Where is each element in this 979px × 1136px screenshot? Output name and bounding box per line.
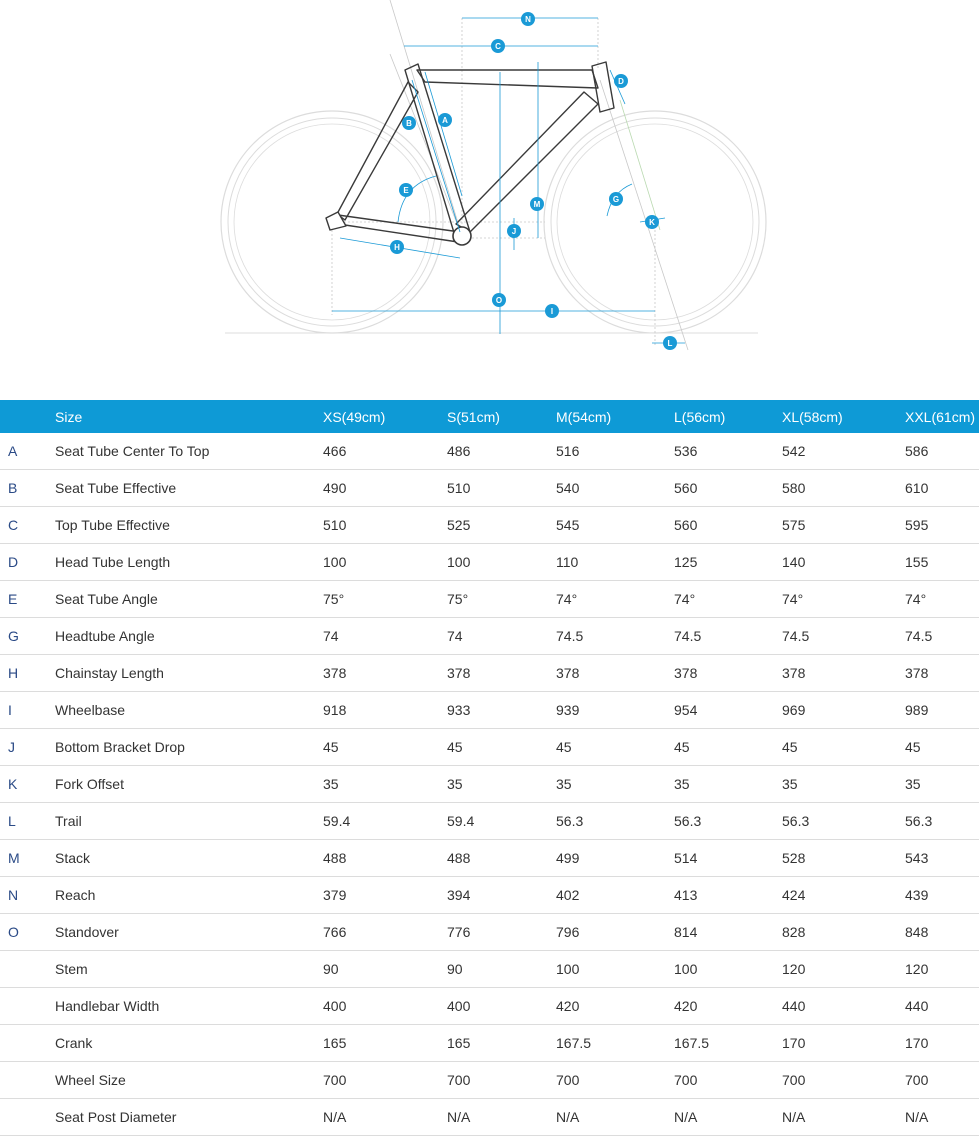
cell-m: 110 <box>548 544 666 581</box>
svg-text:L: L <box>667 339 673 348</box>
cell-l: 35 <box>666 766 774 803</box>
row-letter: I <box>0 692 47 729</box>
cell-xl: 424 <box>774 877 897 914</box>
marker-h <box>390 240 404 254</box>
cell-xs: 45 <box>315 729 439 766</box>
cell-xxl: 120 <box>897 951 979 988</box>
cell-m: 167.5 <box>548 1025 666 1062</box>
marker-d <box>614 74 628 88</box>
cell-xxl: N/A <box>897 1099 979 1136</box>
cell-m: 796 <box>548 914 666 951</box>
cell-xxl: 56.3 <box>897 803 979 840</box>
cell-m: 56.3 <box>548 803 666 840</box>
cell-s: 378 <box>439 655 548 692</box>
cell-xxl: 989 <box>897 692 979 729</box>
row-letter: N <box>0 877 47 914</box>
row-measurement-name: Reach <box>47 877 315 914</box>
table-row <box>0 951 979 988</box>
table-row <box>0 470 979 507</box>
cell-xs: 766 <box>315 914 439 951</box>
cell-xxl: 74.5 <box>897 618 979 655</box>
cell-l: 413 <box>666 877 774 914</box>
cell-l: 56.3 <box>666 803 774 840</box>
cell-m: 402 <box>548 877 666 914</box>
cell-xxl: 74° <box>897 581 979 618</box>
cell-l: N/A <box>666 1099 774 1136</box>
header-m: M(54cm) <box>556 408 612 425</box>
table-row <box>0 1099 979 1136</box>
table-row <box>0 581 979 618</box>
cell-xl: 528 <box>774 840 897 877</box>
row-letter: D <box>0 544 47 581</box>
cell-xl: 700 <box>774 1062 897 1099</box>
cell-xs: 378 <box>315 655 439 692</box>
cell-xxl: 700 <box>897 1062 979 1099</box>
row-letter: L <box>0 803 47 840</box>
row-measurement-name: Chainstay Length <box>47 655 315 692</box>
cell-xl: 45 <box>774 729 897 766</box>
cell-l: 420 <box>666 988 774 1025</box>
cell-xs: N/A <box>315 1099 439 1136</box>
cell-s: 488 <box>439 840 548 877</box>
table-row <box>0 655 979 692</box>
cell-l: 45 <box>666 729 774 766</box>
cell-xs: 490 <box>315 470 439 507</box>
row-measurement-name: Crank <box>47 1025 315 1062</box>
cell-m: 540 <box>548 470 666 507</box>
svg-text:B: B <box>406 119 412 128</box>
marker-g <box>609 192 623 206</box>
cell-m: 516 <box>548 433 666 470</box>
table-row <box>0 1025 979 1062</box>
row-measurement-name: Fork Offset <box>47 766 315 803</box>
cell-xl: 378 <box>774 655 897 692</box>
marker-k <box>645 215 659 229</box>
table-row <box>0 988 979 1025</box>
cell-xl: 56.3 <box>774 803 897 840</box>
table-row <box>0 1062 979 1099</box>
cell-l: 100 <box>666 951 774 988</box>
cell-xs: 90 <box>315 951 439 988</box>
svg-text:C: C <box>495 42 501 51</box>
svg-text:M: M <box>533 200 541 209</box>
geometry-table <box>0 400 979 1136</box>
row-measurement-name: Headtube Angle <box>47 618 315 655</box>
svg-text:N: N <box>525 15 531 24</box>
row-measurement-name: Trail <box>47 803 315 840</box>
cell-s: 100 <box>439 544 548 581</box>
bottom-bracket <box>453 227 471 245</box>
row-letter <box>0 1062 47 1099</box>
row-measurement-name: Top Tube Effective <box>47 507 315 544</box>
cell-xl: 74° <box>774 581 897 618</box>
header-s: S(51cm) <box>447 408 500 425</box>
marker-c <box>491 39 505 53</box>
row-letter <box>0 988 47 1025</box>
row-measurement-name: Stack <box>47 840 315 877</box>
cell-s: 510 <box>439 470 548 507</box>
cell-xs: 75° <box>315 581 439 618</box>
svg-text:J: J <box>511 227 517 236</box>
marker-m <box>530 197 544 211</box>
cell-s: 486 <box>439 433 548 470</box>
cell-s: 35 <box>439 766 548 803</box>
cell-s: 933 <box>439 692 548 729</box>
row-measurement-name: Seat Post Diameter <box>47 1099 315 1136</box>
svg-text:A: A <box>442 116 448 125</box>
cell-xxl: 440 <box>897 988 979 1025</box>
table-row <box>0 692 979 729</box>
cell-m: 45 <box>548 729 666 766</box>
cell-xxl: 595 <box>897 507 979 544</box>
cell-s: N/A <box>439 1099 548 1136</box>
cell-l: 954 <box>666 692 774 729</box>
cell-l: 167.5 <box>666 1025 774 1062</box>
table-body <box>0 433 979 1136</box>
cell-s: 525 <box>439 507 548 544</box>
svg-text:E: E <box>403 186 409 195</box>
cell-xs: 59.4 <box>315 803 439 840</box>
cell-m: 700 <box>548 1062 666 1099</box>
cell-xxl: 610 <box>897 470 979 507</box>
cell-xs: 379 <box>315 877 439 914</box>
cell-xs: 100 <box>315 544 439 581</box>
header-xs: XS(49cm) <box>323 408 386 425</box>
cell-m: 499 <box>548 840 666 877</box>
cell-m: 35 <box>548 766 666 803</box>
row-letter <box>0 951 47 988</box>
cell-s: 59.4 <box>439 803 548 840</box>
marker-i <box>545 304 559 318</box>
header-xl: XL(58cm) <box>782 408 843 425</box>
svg-text:H: H <box>394 243 400 252</box>
cell-m: 939 <box>548 692 666 729</box>
cell-m: 74° <box>548 581 666 618</box>
cell-m: 74.5 <box>548 618 666 655</box>
cell-l: 700 <box>666 1062 774 1099</box>
table-row <box>0 433 979 470</box>
cell-xxl: 155 <box>897 544 979 581</box>
cell-xl: 440 <box>774 988 897 1025</box>
cell-xl: 170 <box>774 1025 897 1062</box>
cell-xs: 918 <box>315 692 439 729</box>
row-letter: B <box>0 470 47 507</box>
table-header-row <box>0 400 979 433</box>
row-letter: K <box>0 766 47 803</box>
table-row <box>0 766 979 803</box>
cell-l: 514 <box>666 840 774 877</box>
header-xxl: XXL(61cm) <box>905 408 976 425</box>
row-measurement-name: Head Tube Length <box>47 544 315 581</box>
cell-xs: 165 <box>315 1025 439 1062</box>
guide-lines <box>332 0 688 350</box>
table-row <box>0 618 979 655</box>
cell-l: 378 <box>666 655 774 692</box>
cell-xxl: 586 <box>897 433 979 470</box>
svg-text:I: I <box>550 307 554 316</box>
marker-b <box>402 116 416 130</box>
row-letter: E <box>0 581 47 618</box>
bike-frame <box>326 62 614 242</box>
cell-xl: 575 <box>774 507 897 544</box>
cell-l: 560 <box>666 507 774 544</box>
cell-l: 814 <box>666 914 774 951</box>
cell-xs: 35 <box>315 766 439 803</box>
cell-xxl: 439 <box>897 877 979 914</box>
marker-j <box>507 224 521 238</box>
cell-xl: 580 <box>774 470 897 507</box>
cell-xxl: 45 <box>897 729 979 766</box>
cell-xs: 510 <box>315 507 439 544</box>
svg-text:G: G <box>612 195 620 204</box>
svg-text:O: O <box>495 296 503 305</box>
marker-e <box>399 183 413 197</box>
cell-s: 165 <box>439 1025 548 1062</box>
cell-s: 700 <box>439 1062 548 1099</box>
header-l: L(56cm) <box>674 408 726 425</box>
bike-geometry-diagram <box>0 0 979 360</box>
cell-xs: 466 <box>315 433 439 470</box>
cell-xl: 35 <box>774 766 897 803</box>
table-row <box>0 877 979 914</box>
svg-text:D: D <box>618 77 624 86</box>
header-letter <box>0 400 47 433</box>
table-row <box>0 914 979 951</box>
cell-l: 125 <box>666 544 774 581</box>
table-row <box>0 544 979 581</box>
row-measurement-name: Seat Tube Center To Top <box>47 433 315 470</box>
table-row <box>0 840 979 877</box>
row-measurement-name: Handlebar Width <box>47 988 315 1025</box>
row-measurement-name: Wheelbase <box>47 692 315 729</box>
row-letter: J <box>0 729 47 766</box>
cell-xl: 140 <box>774 544 897 581</box>
cell-s: 90 <box>439 951 548 988</box>
dimension-markers <box>390 12 677 350</box>
svg-text:K: K <box>649 218 655 227</box>
cell-xl: 969 <box>774 692 897 729</box>
cell-xxl: 848 <box>897 914 979 951</box>
row-measurement-name: Standover <box>47 914 315 951</box>
cell-xxl: 170 <box>897 1025 979 1062</box>
table-row <box>0 507 979 544</box>
cell-xl: 74.5 <box>774 618 897 655</box>
cell-m: 545 <box>548 507 666 544</box>
cell-m: 378 <box>548 655 666 692</box>
cell-l: 74.5 <box>666 618 774 655</box>
cell-xl: 120 <box>774 951 897 988</box>
cell-xs: 488 <box>315 840 439 877</box>
row-letter <box>0 1099 47 1136</box>
cell-l: 560 <box>666 470 774 507</box>
marker-o <box>492 293 506 307</box>
cell-s: 45 <box>439 729 548 766</box>
cell-xs: 74 <box>315 618 439 655</box>
cell-xxl: 378 <box>897 655 979 692</box>
row-measurement-name: Seat Tube Angle <box>47 581 315 618</box>
cell-xl: 828 <box>774 914 897 951</box>
marker-l <box>663 336 677 350</box>
marker-a <box>438 113 452 127</box>
row-measurement-name: Bottom Bracket Drop <box>47 729 315 766</box>
cell-s: 75° <box>439 581 548 618</box>
cell-m: 420 <box>548 988 666 1025</box>
cell-s: 400 <box>439 988 548 1025</box>
row-letter: O <box>0 914 47 951</box>
row-measurement-name: Stem <box>47 951 315 988</box>
cell-l: 74° <box>666 581 774 618</box>
header-size: Size <box>55 408 83 425</box>
cell-xxl: 543 <box>897 840 979 877</box>
cell-xl: 542 <box>774 433 897 470</box>
marker-n <box>521 12 535 26</box>
cell-s: 394 <box>439 877 548 914</box>
row-letter: G <box>0 618 47 655</box>
row-measurement-name: Wheel Size <box>47 1062 315 1099</box>
table-row <box>0 803 979 840</box>
cell-m: N/A <box>548 1099 666 1136</box>
cell-s: 776 <box>439 914 548 951</box>
row-measurement-name: Seat Tube Effective <box>47 470 315 507</box>
row-letter: H <box>0 655 47 692</box>
cell-s: 74 <box>439 618 548 655</box>
table-row <box>0 729 979 766</box>
dimension-lines <box>332 18 685 343</box>
cell-l: 536 <box>666 433 774 470</box>
cell-xs: 700 <box>315 1062 439 1099</box>
row-letter: A <box>0 433 47 470</box>
cell-xl: N/A <box>774 1099 897 1136</box>
cell-xs: 400 <box>315 988 439 1025</box>
row-letter <box>0 1025 47 1062</box>
row-letter: M <box>0 840 47 877</box>
row-letter: C <box>0 507 47 544</box>
cell-xxl: 35 <box>897 766 979 803</box>
cell-m: 100 <box>548 951 666 988</box>
